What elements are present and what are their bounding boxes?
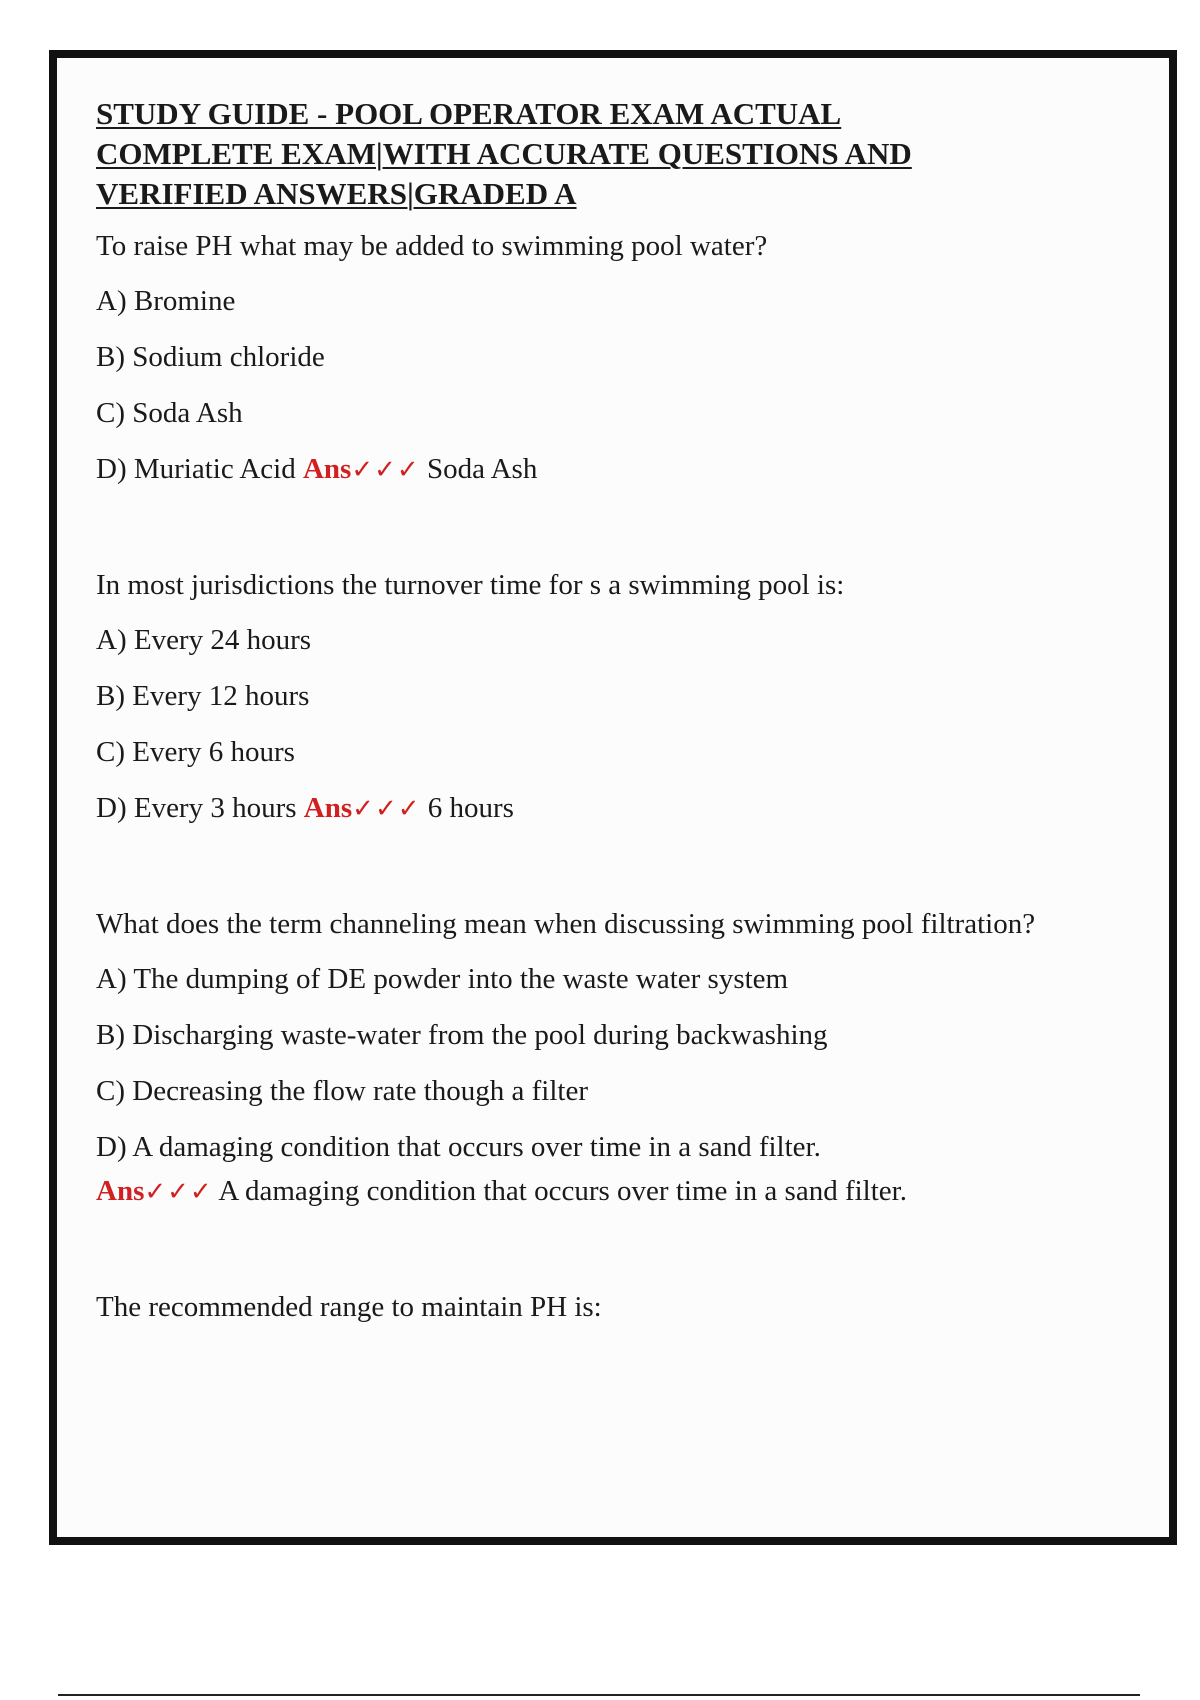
question-1 xyxy=(96,226,1086,489)
option-d-text: D) Every 3 hours xyxy=(96,792,297,824)
answer-check-icon: ✓✓✓ xyxy=(351,455,420,485)
answer-label: Ans xyxy=(303,792,353,824)
answer-text: 6 hours xyxy=(427,792,514,824)
question-text: What does the term channeling mean when discussing swimming pool filtration? xyxy=(96,908,1036,940)
option-d xyxy=(96,450,1086,489)
document-body xyxy=(96,94,1086,1343)
option-c: C) Decreasing the flow rate though a filter xyxy=(96,1075,589,1107)
answer-text: A damaging condition that occurs over time in a sand filter. xyxy=(218,1175,907,1207)
question-spacer xyxy=(96,828,1086,904)
question-spacer xyxy=(96,1211,1086,1287)
option-c: C) Soda Ash xyxy=(96,397,243,429)
option-b: B) Sodium chloride xyxy=(96,341,325,373)
answer-check-icon: ✓✓✓ xyxy=(144,1177,213,1207)
page-bottom-divider xyxy=(58,1694,1140,1696)
option-a: A) The dumping of DE powder into the waste water system xyxy=(96,963,789,995)
option-d: D) A damaging condition that occurs over time in a sand filter. xyxy=(96,1131,821,1163)
option-c: C) Every 6 hours xyxy=(96,736,295,768)
answer-text: Soda Ash xyxy=(426,453,538,485)
question-2 xyxy=(96,565,1086,828)
answer-label: Ans xyxy=(302,453,352,485)
question-3 xyxy=(96,904,1086,1211)
option-d-text: D) Muriatic Acid xyxy=(96,453,296,485)
option-a: A) Bromine xyxy=(96,285,236,317)
answer-label: Ans xyxy=(96,1175,145,1207)
question-4 xyxy=(96,1287,1086,1327)
option-b: B) Every 12 hours xyxy=(96,680,310,712)
option-a: A) Every 24 hours xyxy=(96,624,312,656)
document-title: STUDY GUIDE - POOL OPERATOR EXAM ACTUAL COMPLETE EXAM|WITH ACCURATE QUESTIONS AND VERIFIED ANSWERS|GRADED A xyxy=(96,96,912,211)
question-text: The recommended range to maintain PH is: xyxy=(96,1291,602,1323)
option-b: B) Discharging waste-water from the pool during backwashing xyxy=(96,1019,828,1051)
question-text: In most jurisdictions the turnover time for s a swimming pool is: xyxy=(96,569,845,601)
question-spacer xyxy=(96,489,1086,565)
question-text: To raise PH what may be added to swimming pool water? xyxy=(96,230,768,262)
answer-line xyxy=(96,1172,1086,1211)
answer-check-icon: ✓✓✓ xyxy=(352,794,421,824)
option-d xyxy=(96,789,1086,828)
